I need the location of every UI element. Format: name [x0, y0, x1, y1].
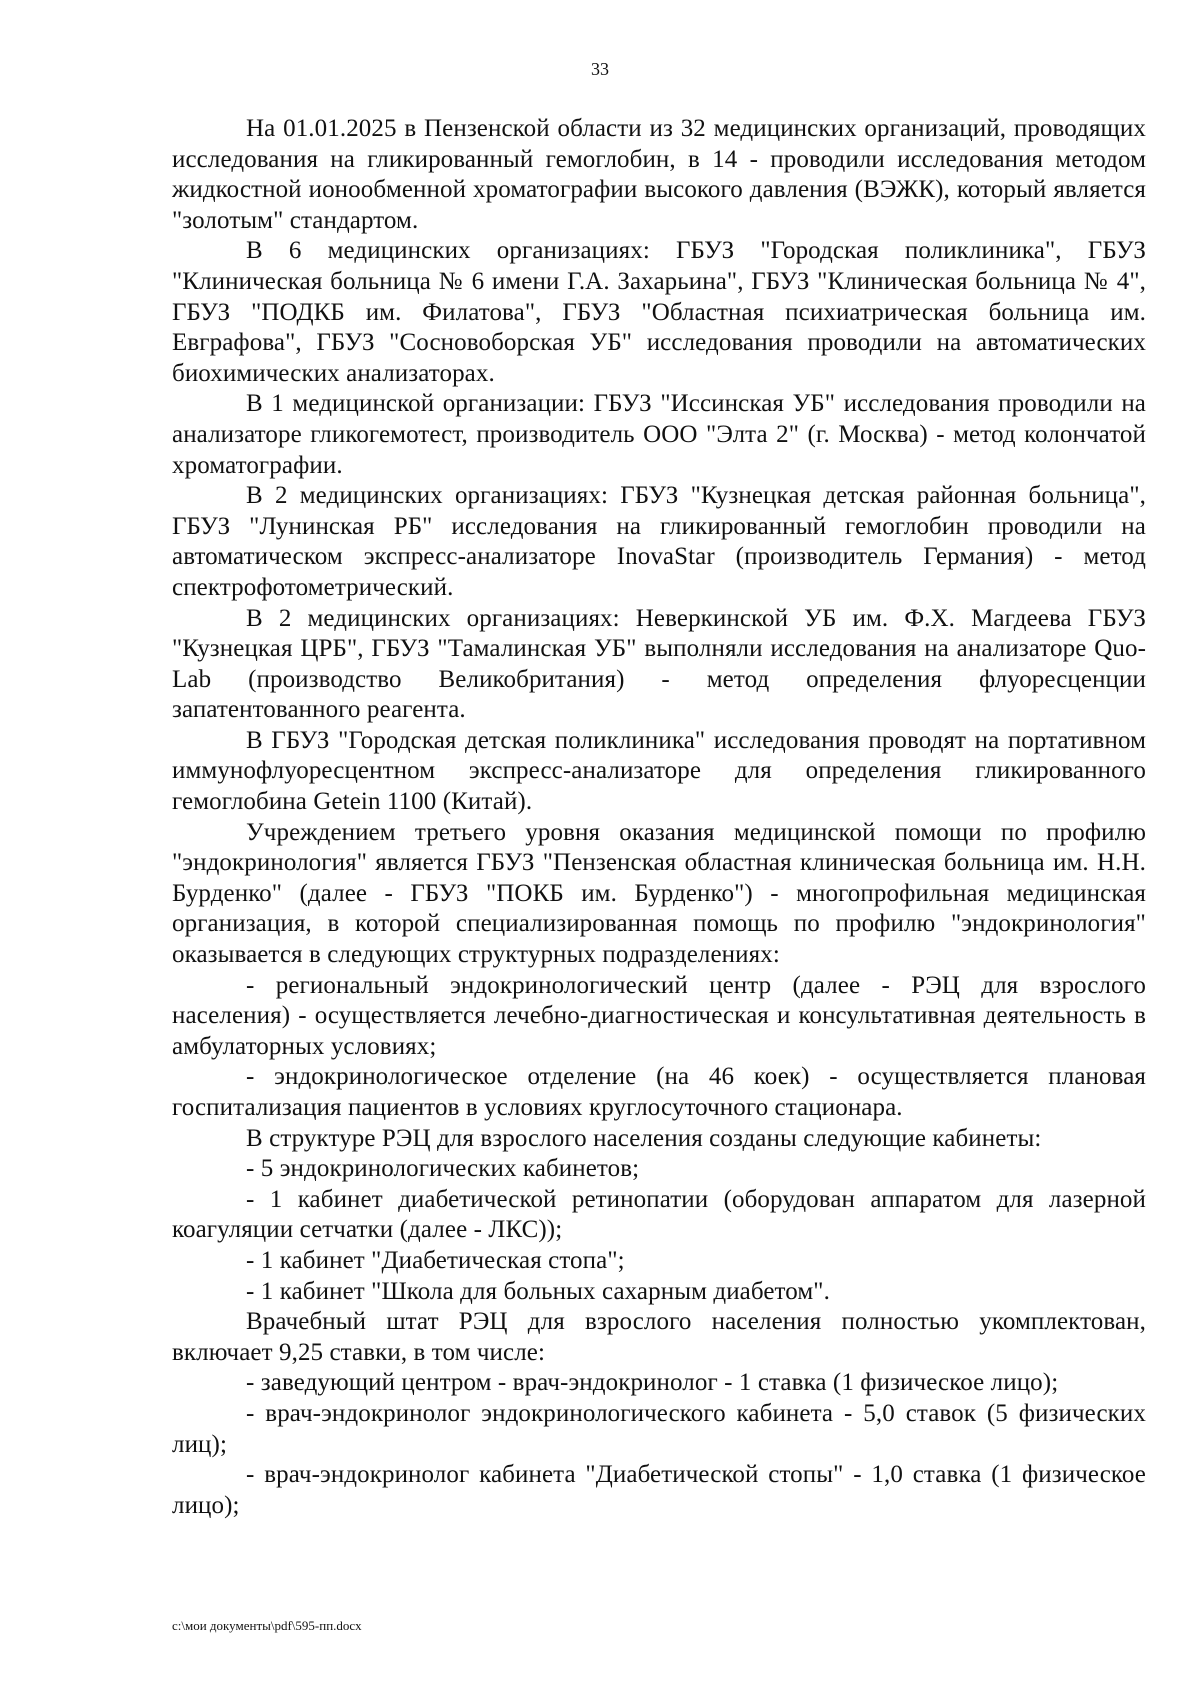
list-item-diabetes-school-office: - 1 кабинет "Школа для больных сахарным диабетом". [246, 1277, 830, 1305]
paragraph-medical-staff: Врачебный штат РЭЦ для взрослого населения полностью укомплектован, включает 9,25 ставки, в том числе: [172, 1308, 1146, 1366]
list-item-endocrinology-department: - эндокринологическое отделение (на 46 коек) - осуществляется плановая госпитализация пациентов в условиях круглосуточного стационара. [172, 1063, 1146, 1121]
footer-file-path: c:\мои документы\pdf\595-пп.docx [172, 1618, 362, 1633]
list-item-head-of-center: - заведующий центром - врач-эндокринолог - 1 ставка (1 физическое лицо); [246, 1369, 1059, 1397]
list-item-diabetic-foot-endocrinologist: - врач-эндокринолог кабинета "Диабетической стопы" - 1,0 ставка (1 физическое лицо); [172, 1461, 1146, 1519]
list-item-endocrinology-offices: - 5 эндокринологических кабинетов; [246, 1155, 640, 1183]
paragraph-hba1c-hplc: На 01.01.2025 в Пензенской области из 32 медицинских организаций, проводящих исследования на гликированный гемоглобин, в 14 - проводили исследования методом жидкостной ионообменной хроматографии высокого давления (ВЭЖК), который является "золотым" стандартом. [172, 115, 1146, 234]
paragraph-biochemical-analyzers: В 6 медицинских организациях: ГБУЗ "Городская поликлиника", ГБУЗ "Клиническая больница № 6 имени Г.А. Захарьина", ГБУЗ "Клиническая больница № 4", ГБУЗ "ПОДКБ им. Филатова", ГБУЗ "Областная психиатрическая больница им. Евграфова", ГБУЗ "Сосновоборская УБ" исследования проводили на автоматических биохимических анализаторах. [172, 237, 1146, 387]
list-item-office-endocrinologists: - врач-эндокринолог эндокринологического кабинета - 5,0 ставок (5 физических лиц); [172, 1399, 1146, 1458]
paragraph-third-level-institution: Учреждением третьего уровня оказания медицинской помощи по профилю "эндокринология" является ГБУЗ "Пензенская областная клиническая больница им. Н.Н. Бурденко" (далее - ГБУЗ "ПОКБ им. Бурденко") - многопрофильная медицинская организация, в которой специализированная помощь по профилю "эндокринология" оказывается в следующих структурных подразделениях: [172, 818, 1146, 969]
list-item-diabetic-foot-office: - 1 кабинет "Диабетическая стопа"; [246, 1246, 625, 1274]
paragraph-fluorescence: В 2 медицинских организациях: Неверкинской УБ им. Ф.Х. Магдеева ГБУЗ "Кузнецкая ЦРБ", ГБУЗ "Тамалинская УБ" выполняли исследования на анализаторе Quo-Lab (производство Великобритания) - метод определения флуоресценции запатентованного реагента. [172, 604, 1146, 724]
list-item-regional-center: - региональный эндокринологический центр (далее - РЭЦ для взрослого населения) - осуществляется лечебно-диагностическая и консультативная деятельность в амбулаторных условиях; [172, 971, 1146, 1060]
page-number: 33 [591, 59, 609, 79]
list-item-retinopathy-office: - 1 кабинет диабетической ретинопатии (оборудован аппаратом для лазерной коагуляции сетчатки (далее - ЛКС)); [172, 1185, 1146, 1244]
paragraph-rec-structure: В структуре РЭЦ для взрослого населения созданы следующие кабинеты: [246, 1124, 1042, 1152]
paragraph-spectrophotometric: В 2 медицинских организациях: ГБУЗ "Кузнецкая детская районная больница", ГБУЗ "Лунинская РБ" исследования на гликированный гемоглобин проводили на автоматическом экспресс-анализаторе InovaStar (производитель Германия) - метод спектрофотометрический. [172, 482, 1146, 601]
document-body [172, 114, 1146, 1521]
paragraph-column-chromatography: В 1 медицинской организации: ГБУЗ "Иссинская УБ" исследования проводили на анализаторе гликогемотест, производитель ООО "Элта 2" (г. Москва) - метод колончатой хроматографии. [172, 390, 1146, 479]
paragraph-immunofluorescent: В ГБУЗ "Городская детская поликлиника" исследования проводят на портативном иммунофлуоресцентном экспресс-анализаторе для определения гликированного гемоглобина Getein 1100 (Китай). [172, 726, 1146, 816]
